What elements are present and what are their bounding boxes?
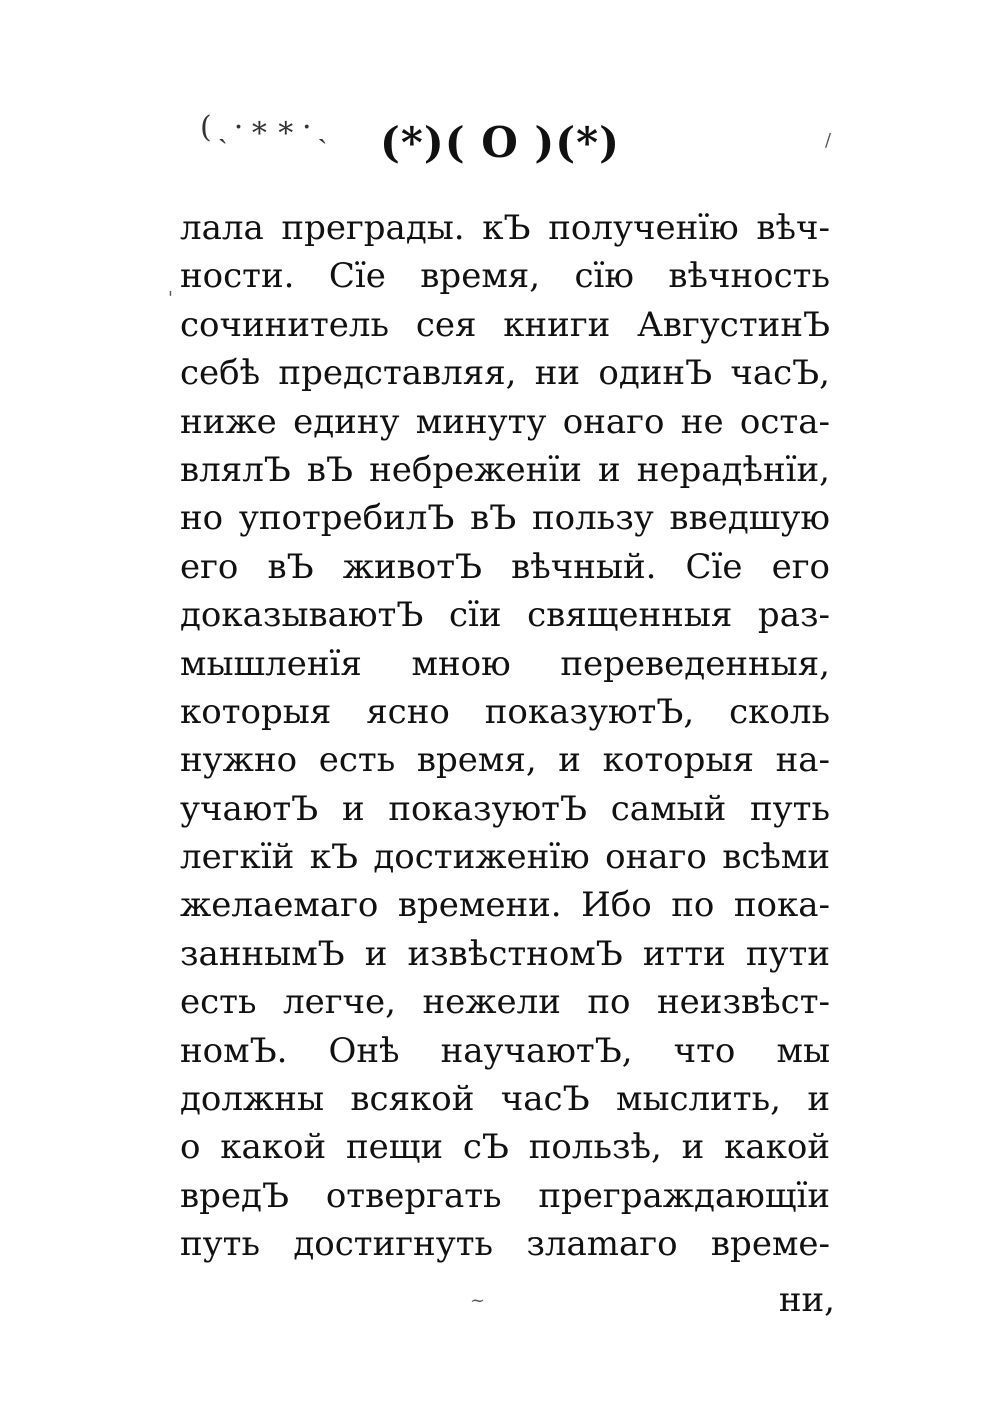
text-line: ности. Сїе время, сїю вѣчность [180,256,830,297]
text-line: лала преграды. кЪ полученїю вѣч- [180,208,830,248]
text-line: но употребилЪ вЪ пользу введшую [180,498,830,539]
text-line: сочинитель сея книги АвгустинЪ [180,304,830,345]
text-line: которыя ясно показуютЪ, сколь [180,691,830,732]
print-speck: ~ [470,1290,486,1311]
text-line: путь достигнуть злаmаго време- [180,1224,830,1265]
text-line: есть легче, нежели по неизвѣст- [180,982,830,1023]
text-line: нужно есть время, и которыя на- [180,740,830,781]
text-line: ниже едину минуту онаго не оста- [180,401,830,442]
text-line: заннымЪ и извѣстномЪ итти пути [180,933,830,974]
body-text [180,204,830,1269]
text-line: должны всякой часЪ мыслить, и [180,1079,830,1120]
text-line: мышленїя мною переведенныя, [180,643,830,684]
text-line: влялЪ вЪ небреженїи и нерадѣнїи, [180,449,830,490]
page-header: (*)( O )(*) [380,118,620,167]
text-line: желаемаго времени. Ибо по пока- [180,885,830,926]
text-line: номЪ. Онѣ научаютЪ, что мы [180,1030,830,1071]
print-speck: / [825,130,832,151]
text-line: доказываютЪ сїи священныя раз- [180,595,830,636]
header-ornament: (ˏ·∗∗·ˎ [200,110,334,145]
text-line: о какой пещи сЪ пользѣ, и какой [180,1127,830,1168]
text-line: вредЪ отвергать преграждающїи [180,1175,830,1216]
text-line: себѣ представляя, ни одинЪ часЪ, [180,353,830,394]
text-line: учаютЪ и показуютЪ самый путь [180,788,830,829]
print-speck: ' [168,288,173,309]
text-line: его вЪ животЪ вѣчный. Сїе его [180,546,830,587]
text-line: легкїй кЪ достиженїю онаго всѣми [180,837,830,878]
catchword: ни, [778,1280,835,1320]
